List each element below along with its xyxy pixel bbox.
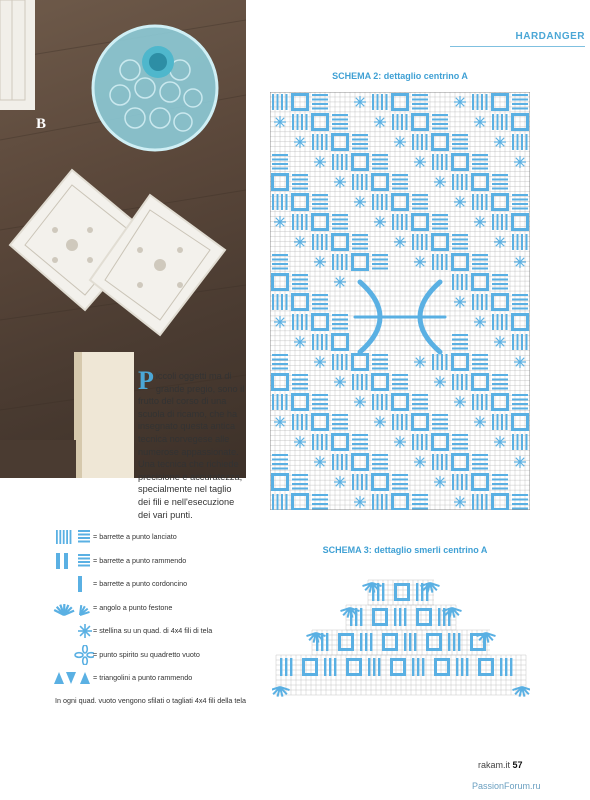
page-footer <box>478 760 523 770</box>
legend-item <box>52 621 282 641</box>
legend-item <box>52 668 282 688</box>
section-title: HARDANGER <box>515 31 585 42</box>
caption-text: iccoli oggetti ma di grande pregio, sono il frutto del corso di una scuola di ricamo, che ha insegnato questa antica tecnica norvegese alle numerose appassionate. Una tecnica che richiede precisione e accuratezza, specialmente nel taglio dei fili e nell'esecuzione dei vari punti. <box>138 371 245 520</box>
star-stitch-icon <box>52 621 94 641</box>
site-name: rakam.it <box>478 760 511 770</box>
page-number: 57 <box>512 760 523 770</box>
legend-item <box>52 527 282 547</box>
woven-triangle-icon <box>52 668 94 688</box>
schema-3-title: SCHEMA 3: dettaglio smerli centrino A <box>322 545 488 555</box>
legend-item <box>52 598 282 618</box>
legend-item <box>52 551 282 571</box>
header-divider <box>450 46 585 47</box>
legend-item-label: = barrette a punto lanciato <box>93 532 177 541</box>
legend-item-label: = barrette a punto cordoncino <box>93 579 188 588</box>
legend-item-label: = stellina su un quad. di 4x4 fili di tela <box>93 626 213 635</box>
kloster-block-icon <box>52 527 94 547</box>
legend-item-label: = triangolini a punto rammendo <box>93 673 193 682</box>
legend-item <box>52 645 282 665</box>
legend <box>52 527 282 697</box>
watermark: PassionForum.ru <box>472 781 541 791</box>
legend-item-label: = angolo a punto festone <box>93 602 173 612</box>
legend-note: In ogni quad. vuoto vengono sfilati o tagliati 4x4 fili della tela <box>55 696 246 705</box>
legend-item <box>52 574 282 594</box>
caption-dropcap: P <box>138 366 154 395</box>
buttonhole-corner-icon <box>52 598 94 618</box>
legend-item-label: = punto spirito su quadretto vuoto <box>93 649 200 659</box>
schema-2-title: SCHEMA 2: dettaglio centrino A <box>332 71 468 81</box>
photo-label: B <box>36 116 47 132</box>
schema-2-pattern <box>270 92 530 510</box>
woven-bar-icon <box>52 551 94 571</box>
spider-stitch-icon <box>52 645 94 665</box>
schema-3-pattern <box>272 575 530 705</box>
legend-item-label: = barrette a punto rammendo <box>93 555 187 565</box>
caption <box>138 366 246 521</box>
cord-bar-icon <box>52 574 94 594</box>
